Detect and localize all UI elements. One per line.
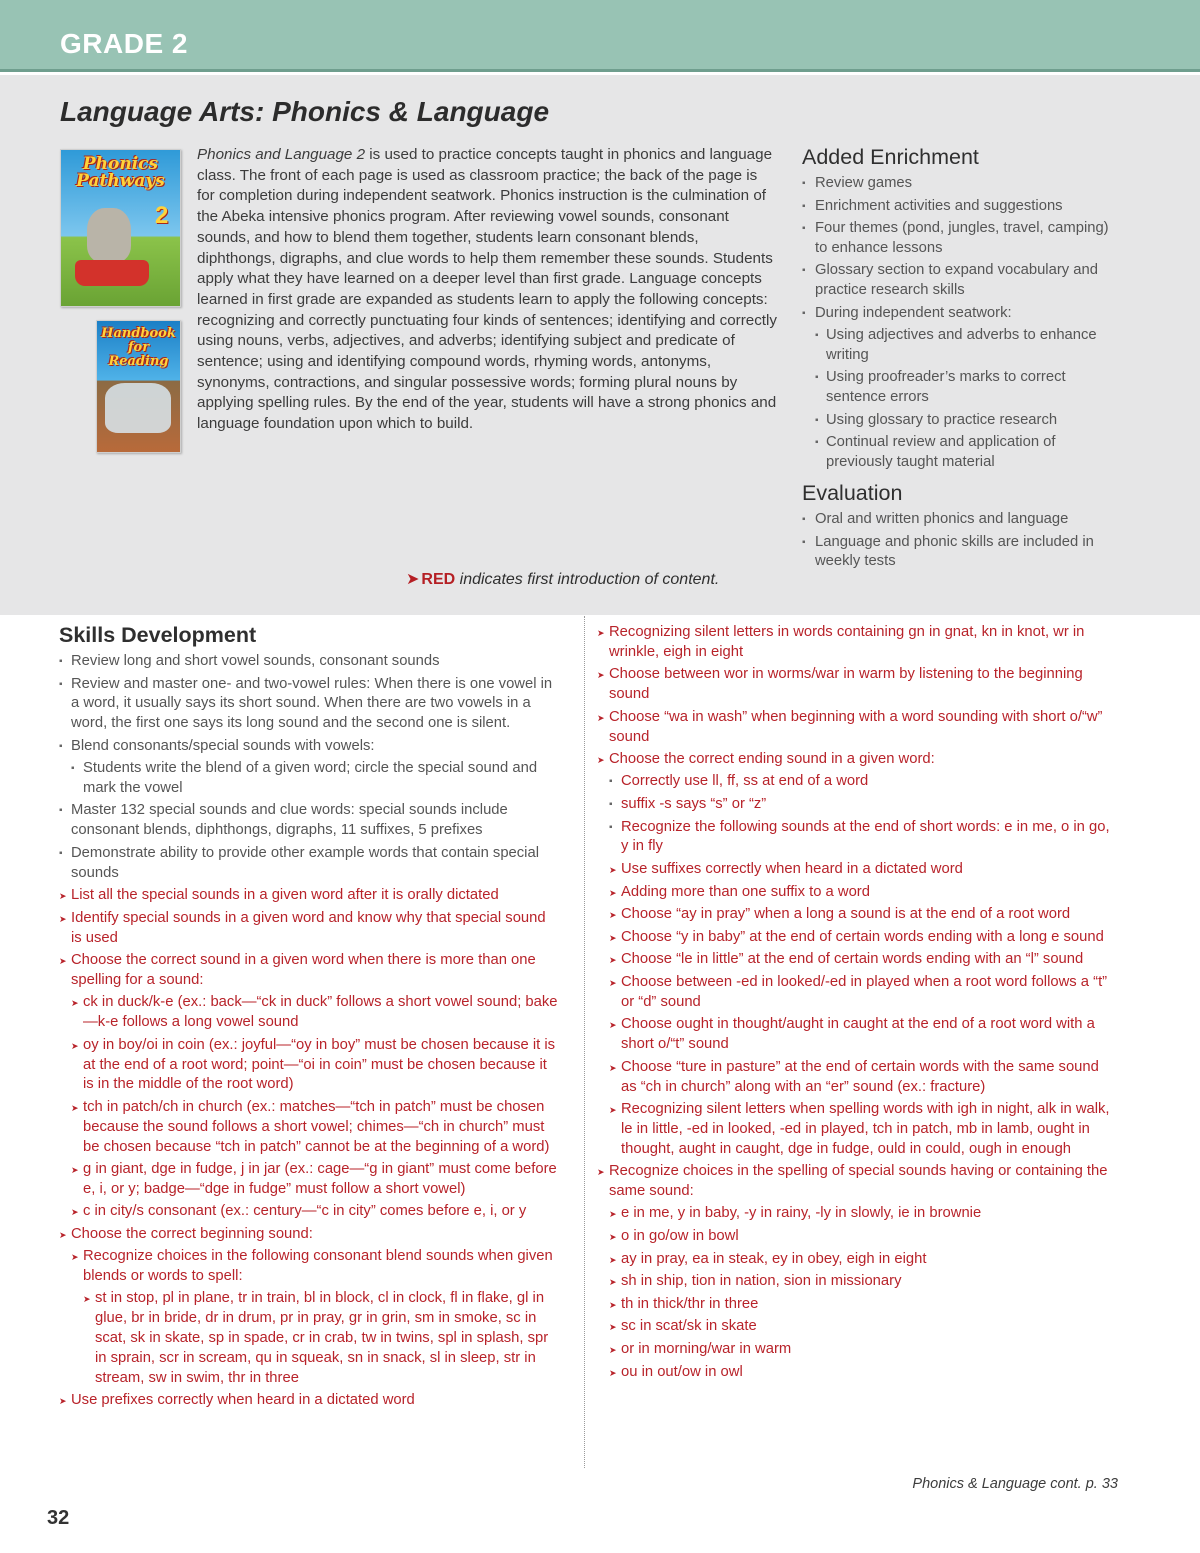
skill-item-new xyxy=(59,951,559,1222)
skill-sublist xyxy=(71,1247,559,1388)
skill-subitem-new: ➤ ck in duck/k-e (ex.: back—“ck in duck” follows a short vowel sound; bake—k-e follows a long vowel sound xyxy=(71,993,559,1033)
continued-note: Phonics & Language cont. p. 33 xyxy=(912,1476,1118,1492)
skill-item-text: Choose the correct ending sound in a given word: xyxy=(609,751,935,768)
skill-item: ▪ Master 132 special sounds and clue words: special sounds include consonant blends, diphthongs, digraphs, 11 suffixes, 5 prefixes xyxy=(59,801,559,841)
page-number: 32 xyxy=(47,1507,70,1529)
list-item: ▪ Oral and written phonics and language xyxy=(802,510,1122,530)
enrichment-section xyxy=(802,145,1122,475)
skill-item-new: ➤ Choose “wa in wash” when beginning with a word sounding with short o/“w” sound xyxy=(597,708,1112,748)
list-item: ▪ Four themes (pond, jungles, travel, camping) to enhance lessons xyxy=(802,219,1122,258)
legend-text: indicates first introduction of content. xyxy=(455,571,720,588)
cat-illustration xyxy=(87,208,131,262)
skill-item-new: ➤ Choose between wor in worms/war in warm by listening to the beginning sound xyxy=(597,665,1112,705)
page-title: Language Arts: Phonics & Language xyxy=(60,96,550,127)
skill-subitem-new xyxy=(71,1247,559,1388)
skill-subitem-new: ➤ or in morning/war in warm xyxy=(609,1340,1112,1360)
cover-illustration xyxy=(105,383,171,433)
evaluation-list xyxy=(802,510,1122,572)
skill-subitem-new: ➤ sh in ship, tion in nation, sion in missionary xyxy=(609,1272,1112,1292)
list-item: ▪ Enrichment activities and suggestions xyxy=(802,197,1122,217)
seatwork-sublist xyxy=(815,326,1122,472)
book-cover-title: Phonics Pathways xyxy=(76,154,165,191)
skill-subitem: ▪ Correctly use ll, ff, ss at end of a word xyxy=(609,772,1112,792)
list-item: ▪ Language and phonic skills are included in weekly tests xyxy=(802,533,1122,572)
grade-header-band xyxy=(0,0,1200,72)
skill-sublist xyxy=(609,772,1112,1159)
enrichment-list xyxy=(802,174,1122,472)
skill-subitem: ▪ Recognize the following sounds at the end of short words: e in me, o in go, y in fly xyxy=(609,818,1112,858)
skill-subitem: ▪ Students write the blend of a given word; circle the special sound and mark the vowel xyxy=(71,759,559,799)
sub-list-item: ▪ Using adjectives and adverbs to enhance writing xyxy=(815,326,1122,365)
skill-item-new xyxy=(597,750,1112,1159)
skill-item-text: Recognize choices in the spelling of special sounds having or containing the same sound: xyxy=(609,1163,1108,1200)
skill-item xyxy=(59,737,559,799)
skill-subitem-new: ➤ ou in out/ow in owl xyxy=(609,1363,1112,1383)
sub-list-item: ▪ Using glossary to practice research xyxy=(815,411,1122,431)
skills-list-left xyxy=(59,652,559,1414)
skill-item: ▪ Demonstrate ability to provide other example words that contain special sounds xyxy=(59,844,559,884)
skill-subitem: ▪ suffix -s says “s” or “z” xyxy=(609,795,1112,815)
list-item: ▪ Review games xyxy=(802,174,1122,194)
skill-item: ▪ Review long and short vowel sounds, consonant sounds xyxy=(59,652,559,672)
skill-item-new xyxy=(597,1162,1112,1382)
skill-subitem-new: ➤ Use suffixes correctly when heard in a dictated word xyxy=(609,860,1112,880)
skill-sublist xyxy=(71,993,559,1222)
skill-item-text: Choose the correct beginning sound: xyxy=(71,1226,313,1243)
skill-subitem-new: ➤ Adding more than one suffix to a word xyxy=(609,883,1112,903)
red-keyword: RED xyxy=(421,571,456,588)
book-title: Phonics and Language 2 xyxy=(197,146,366,163)
sub-list-item: ▪ Using proofreader’s marks to correct sentence errors xyxy=(815,368,1122,407)
phonics-book-cover xyxy=(60,149,181,307)
book-cover-number: 2 xyxy=(155,202,169,229)
skill-item-new: ➤ Use prefixes correctly when heard in a dictated word xyxy=(59,1391,559,1411)
skill-item: ▪ Review and master one- and two-vowel rules: When there is one vowel in a word, it usually says its short sound. When there are two vowels in a word, the first one says its long sound and the second one is silent. xyxy=(59,675,559,734)
skill-item-new: ➤ Identify special sounds in a given word and know why that special sound is used xyxy=(59,909,559,949)
skill-item-new: ➤ List all the special sounds in a given word after it is orally dictated xyxy=(59,886,559,906)
skill-subitem-new: ➤ st in stop, pl in plane, tr in train, bl in block, cl in clock, fl in flake, gl in glue, br in bride, dr in drum, pr in pray, gr in grin, sm in smoke, sc in scat, sk in skate, sp in spade, cr in crab, tw in twins, spl in splash, spr in sprain, scr in scream, qu in squeak, sn in snack, sl in sleep, str in stream, sw in swim, thr in three xyxy=(83,1289,559,1388)
skill-subitem-new: ➤ e in me, y in baby, -y in rainy, -ly in slowly, ie in brownie xyxy=(609,1204,1112,1224)
red-legend-note xyxy=(406,569,719,589)
skills-list-right xyxy=(597,623,1112,1385)
skill-sublist xyxy=(71,759,559,799)
skill-subitem-new: ➤ Choose “ay in pray” when a long a sound is at the end of a root word xyxy=(609,905,1112,925)
skill-item-new xyxy=(59,1225,559,1388)
skill-subitem-new: ➤ ay in pray, ea in steak, ey in obey, eigh in eight xyxy=(609,1250,1112,1270)
skill-subitem-new: ➤ Choose “ture in pasture” at the end of certain words with the same sound as “ch in church” along with an “er” sound (ex.: fracture) xyxy=(609,1058,1112,1098)
list-item-text: During independent seatwork: xyxy=(815,304,1012,321)
handbook-cover xyxy=(96,320,181,453)
course-description xyxy=(197,145,779,435)
skill-sublist xyxy=(83,1289,559,1388)
enrichment-heading: Added Enrichment xyxy=(802,145,979,169)
skill-subitem-new: ➤ Choose “le in little” at the end of certain words ending with an “l” sound xyxy=(609,950,1112,970)
skill-subitem-new: ➤ th in thick/thr in three xyxy=(609,1295,1112,1315)
grade-label: GRADE 2 xyxy=(60,28,188,59)
skill-subitem-new: ➤ oy in boy/oi in coin (ex.: joyful—“oy in boy” must be chosen because it is at the end of a root word; point—“oi in coin” must be chosen because it is in the middle of the root word) xyxy=(71,1036,559,1095)
skill-subitem-new: ➤ Choose ought in thought/aught in caught at the end of a root word with a short o/“t” sound xyxy=(609,1015,1112,1055)
skill-subitem-new: ➤ sc in scat/sk in skate xyxy=(609,1317,1112,1337)
skill-subitem-new: ➤ g in giant, dge in fudge, j in jar (ex.: cage—“g in giant” must come before e, i, or y; badge—“dge in fudge” must follow a short vowel) xyxy=(71,1160,559,1200)
skill-subitem-new: ➤ Recognizing silent letters when spelling words with igh in night, alk in walk, le in little, -ed in looked, -ed in played, tch in patch, mb in lamb, ought in thought, aught in caught, dge in fudge, ould in could, ough in enough xyxy=(609,1100,1112,1159)
skill-sublist xyxy=(609,1204,1112,1382)
skill-item-text: Blend consonants/special sounds with vowels: xyxy=(71,737,375,754)
skill-item-new: ➤ Recognizing silent letters in words containing gn in gnat, kn in knot, wr in wrinkle, eigh in eight xyxy=(597,623,1112,663)
evaluation-heading: Evaluation xyxy=(802,481,903,505)
book-cover-title: Handbook for Reading xyxy=(101,326,176,369)
skill-item-text: Recognize choices in the following consonant blend sounds when given blends or words to spell: xyxy=(83,1248,553,1285)
skill-subitem-new: ➤ Choose between -ed in looked/-ed in played when a root word follows a “t” or “d” sound xyxy=(609,973,1112,1013)
description-body: is used to practice concepts taught in phonics and language class. The front of each page is used as classroom practice; the back of the page is for completion during independent seatwork. Phonics instruction is the culmination of the Abeka intensive phonics program. After reviewing vowel sounds, consonant sounds, and how to blend them together, students learn consonant blends, diphthongs, digraphs, and clue words to help them remember these sounds. Students apply what they have learned on a deeper level than first grade. Language concepts learned in first grade are expanded as students learn to apply the following concepts: recognizing and correctly punctuating four kinds of sentences; identifying and correctly using nouns, verbs, adjectives, and adverbs; identifying subject and predicate of sentence; using and identifying compound words, rhyming words, antonyms, synonyms, contractions, and singular possessive words; forming plural nouns by applying spelling rules. By the end of the year, students will have a strong phonics and language foundation upon which to build. xyxy=(197,146,777,433)
skill-subitem-new: ➤ o in go/ow in bowl xyxy=(609,1227,1112,1247)
evaluation-section xyxy=(802,481,1122,575)
skills-heading: Skills Development xyxy=(59,623,257,647)
skill-item-text: Choose the correct sound in a given word when there is more than one spelling for a sound: xyxy=(71,952,536,989)
wagon-illustration xyxy=(75,260,149,286)
list-item xyxy=(802,304,1122,473)
skill-subitem-new: ➤ Choose “y in baby” at the end of certain words ending with a long e sound xyxy=(609,928,1112,948)
column-divider xyxy=(584,616,585,1468)
list-item: ▪ Glossary section to expand vocabulary and practice research skills xyxy=(802,261,1122,300)
skill-subitem-new: ➤ tch in patch/ch in church (ex.: matches—“tch in patch” must be chosen because the sound follows a short vowel; chimes—“ch in church” must be chosen because “tch in patch” cannot be at the beginning of a word) xyxy=(71,1098,559,1157)
sub-list-item: ▪ Continual review and application of previously taught material xyxy=(815,433,1122,472)
red-arrow-icon: ➤ xyxy=(406,571,420,588)
skill-subitem-new: ➤ c in city/s consonant (ex.: century—“c in city” comes before e, i, or y xyxy=(71,1202,559,1222)
